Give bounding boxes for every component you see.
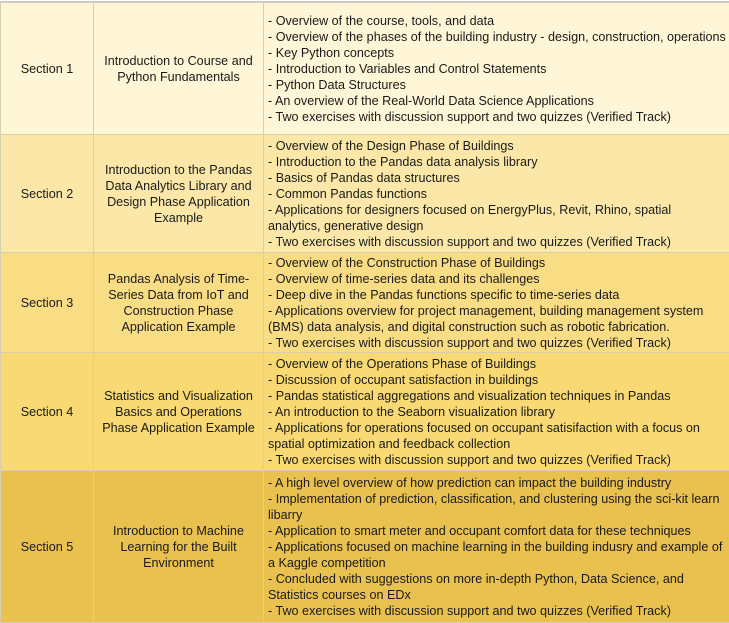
section-label-cell[interactable]: Section 2 (1, 135, 94, 253)
topic-item: - Concluded with suggestions on more in-depth Python, Data Science, and Statistics courses on EDx (268, 571, 726, 603)
section-row (1, 353, 729, 471)
topic-item: - Overview of time-series data and its challenges (268, 271, 726, 287)
section-title-cell[interactable]: Statistics and Visualization Basics and Operations Phase Application Example (94, 353, 264, 471)
topic-item: - Basics of Pandas data structures (268, 170, 726, 186)
section-topics-cell[interactable] (264, 353, 729, 471)
topic-item: - Overview of the Design Phase of Buildings (268, 138, 726, 154)
topic-item: - Pandas statistical aggregations and visualization techniques in Pandas (268, 388, 726, 404)
section-topics-cell[interactable] (264, 471, 729, 623)
topic-item: - Implementation of prediction, classification, and clustering using the sci-kit learn libarry (268, 491, 726, 523)
topic-item: - Deep dive in the Pandas functions specific to time-series data (268, 287, 726, 303)
topic-item: - Application to smart meter and occupant comfort data for these techniques (268, 523, 726, 539)
topic-item: - Two exercises with discussion support and two quizzes (Verified Track) (268, 603, 726, 619)
topic-item: - Two exercises with discussion support and two quizzes (Verified Track) (268, 234, 726, 250)
section-title-cell[interactable]: Introduction to the Pandas Data Analytics Library and Design Phase Application Example (94, 135, 264, 253)
topic-item: - Two exercises with discussion support and two quizzes (Verified Track) (268, 452, 726, 468)
section-title-cell[interactable]: Introduction to Course and Python Fundamentals (94, 3, 264, 135)
section-row (1, 3, 729, 135)
section-label-cell[interactable]: Section 3 (1, 253, 94, 353)
topic-item: - Applications overview for project management, building management system (BMS) data analysis, and digital construction such as robotic fabrication. (268, 303, 726, 335)
section-label-cell[interactable]: Section 5 (1, 471, 94, 623)
section-title-cell[interactable]: Pandas Analysis of Time-Series Data from IoT and Construction Phase Application Example (94, 253, 264, 353)
topic-item: - Applications for designers focused on EnergyPlus, Revit, Rhino, spatial analytics, generative design (268, 202, 726, 234)
section-topics-cell[interactable] (264, 3, 729, 135)
topic-item: - Common Pandas functions (268, 186, 726, 202)
section-label-cell[interactable]: Section 1 (1, 3, 94, 135)
section-row (1, 471, 729, 623)
topic-item: - Introduction to Variables and Control Statements (268, 61, 726, 77)
course-sections-table (0, 2, 729, 623)
topic-item: - Overview of the phases of the building industry - design, construction, operations (268, 29, 726, 45)
topic-item: - Applications for operations focused on occupant satisifaction with a focus on spatial optimization and feedback collection (268, 420, 726, 452)
topic-item: - Overview of the Construction Phase of Buildings (268, 255, 726, 271)
section-label-cell[interactable]: Section 4 (1, 353, 94, 471)
section-topics-cell[interactable] (264, 135, 729, 253)
section-row (1, 135, 729, 253)
topic-item: - Overview of the course, tools, and data (268, 13, 726, 29)
topic-item: - An overview of the Real-World Data Science Applications (268, 93, 726, 109)
topic-item: - Key Python concepts (268, 45, 726, 61)
topic-item: - Applications focused on machine learning in the building indusry and example of a Kaggle competition (268, 539, 726, 571)
topic-item: - Two exercises with discussion support and two quizzes (Verified Track) (268, 335, 726, 351)
topic-item: - Python Data Structures (268, 77, 726, 93)
topic-item: - Introduction to the Pandas data analysis library (268, 154, 726, 170)
section-title-cell[interactable]: Introduction to Machine Learning for the Built Environment (94, 471, 264, 623)
topic-item: - An introduction to the Seaborn visualization library (268, 404, 726, 420)
topic-item: - A high level overview of how prediction can impact the building industry (268, 475, 726, 491)
section-row (1, 253, 729, 353)
section-topics-cell[interactable] (264, 253, 729, 353)
topic-item: - Overview of the Operations Phase of Buildings (268, 356, 726, 372)
topic-item: - Two exercises with discussion support and two quizzes (Verified Track) (268, 109, 726, 125)
topic-item: - Discussion of occupant satisfaction in buildings (268, 372, 726, 388)
